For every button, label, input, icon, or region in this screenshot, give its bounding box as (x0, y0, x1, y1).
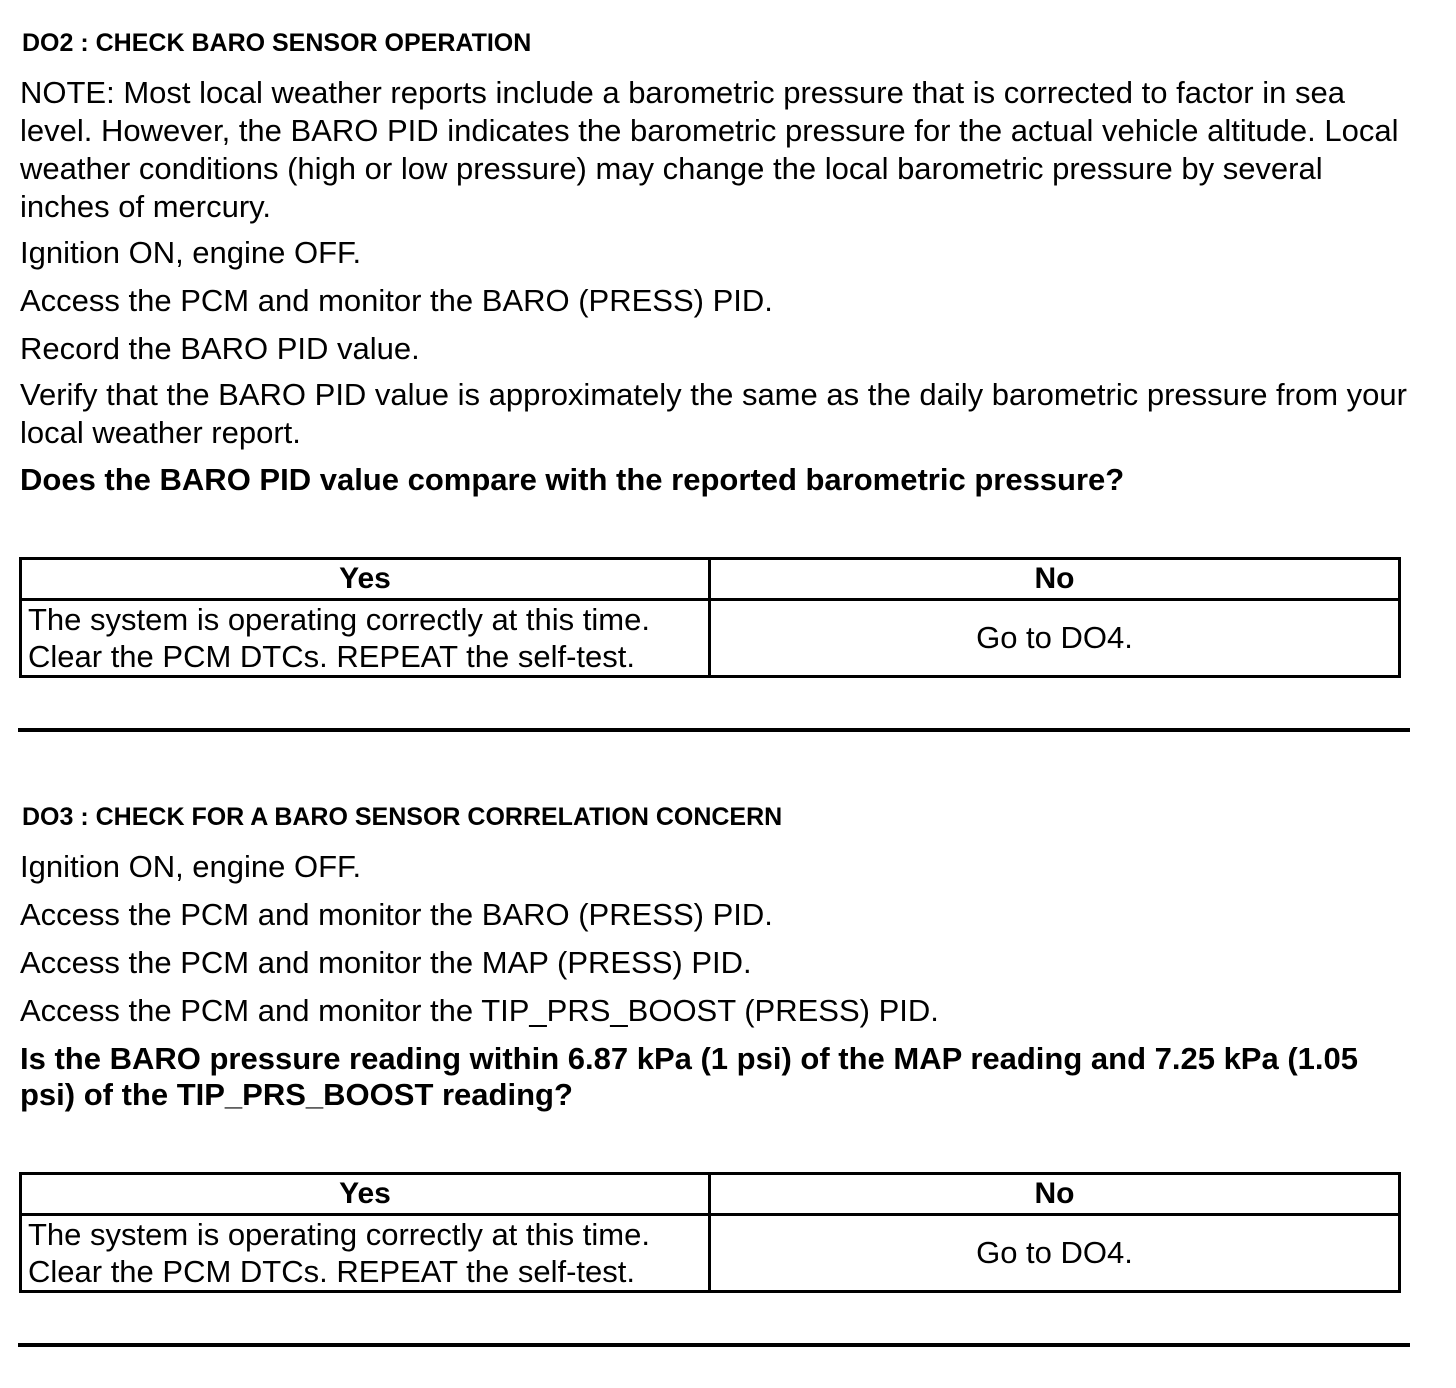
result-table (19, 1172, 1401, 1293)
yes-column-header: Yes (21, 1174, 710, 1215)
no-action-cell: Go to DO4. (710, 1215, 1400, 1292)
no-column-header: No (710, 559, 1400, 600)
section-divider (18, 728, 1410, 732)
step-text: Record the BARO PID value. (20, 331, 420, 366)
section-question: Does the BARO PID value compare with the reported barometric pressure? (20, 462, 1125, 497)
section-question: Is the BARO pressure reading within 6.87 kPa (1 psi) of the MAP reading and 7.25 kPa (1.05 psi) of the TIP_PRS_BOOST reading? (20, 1041, 1358, 1112)
yes-action-line: The system is operating correctly at this time. (28, 1217, 650, 1252)
section-heading: DO2 : CHECK BARO SENSOR OPERATION (22, 29, 532, 57)
section-heading: DO3 : CHECK FOR A BARO SENSOR CORRELATION CONCERN (22, 803, 783, 831)
step-text: Access the PCM and monitor the TIP_PRS_BOOST (PRESS) PID. (20, 993, 939, 1028)
table-header-row (21, 559, 1400, 600)
step-text: Verify that the BARO PID value is approximately the same as the daily barometric pressure from your local weather report. (20, 377, 1407, 450)
step-text: Access the PCM and monitor the BARO (PRESS) PID. (20, 283, 773, 318)
yes-column-header: Yes (21, 559, 710, 600)
yes-action-cell (21, 1215, 710, 1292)
step-text: Access the PCM and monitor the BARO (PRESS) PID. (20, 897, 773, 932)
yes-action-line: Clear the PCM DTCs. REPEAT the self-test. (28, 639, 635, 674)
step-text: Ignition ON, engine OFF. (20, 235, 362, 270)
yes-action-line: The system is operating correctly at this time. (28, 602, 650, 637)
table-header-row (21, 1174, 1400, 1215)
note-paragraph: NOTE: Most local weather reports include a barometric pressure that is corrected to factor in sea level. However, the BARO PID indicates the barometric pressure for the actual vehicle altitude. Local weather conditions (high or low pressure) may change the local barometric pressure by several inches of mercury. (20, 75, 1399, 224)
result-table (19, 557, 1401, 678)
yes-action-line: Clear the PCM DTCs. REPEAT the self-test. (28, 1254, 635, 1289)
step-text: Access the PCM and monitor the MAP (PRESS) PID. (20, 945, 752, 980)
table-row (21, 1215, 1400, 1292)
no-action-cell: Go to DO4. (710, 600, 1400, 677)
no-column-header: No (710, 1174, 1400, 1215)
step-text: Ignition ON, engine OFF. (20, 849, 362, 884)
table-row (21, 600, 1400, 677)
yes-action-cell (21, 600, 710, 677)
section-divider (18, 1343, 1410, 1347)
